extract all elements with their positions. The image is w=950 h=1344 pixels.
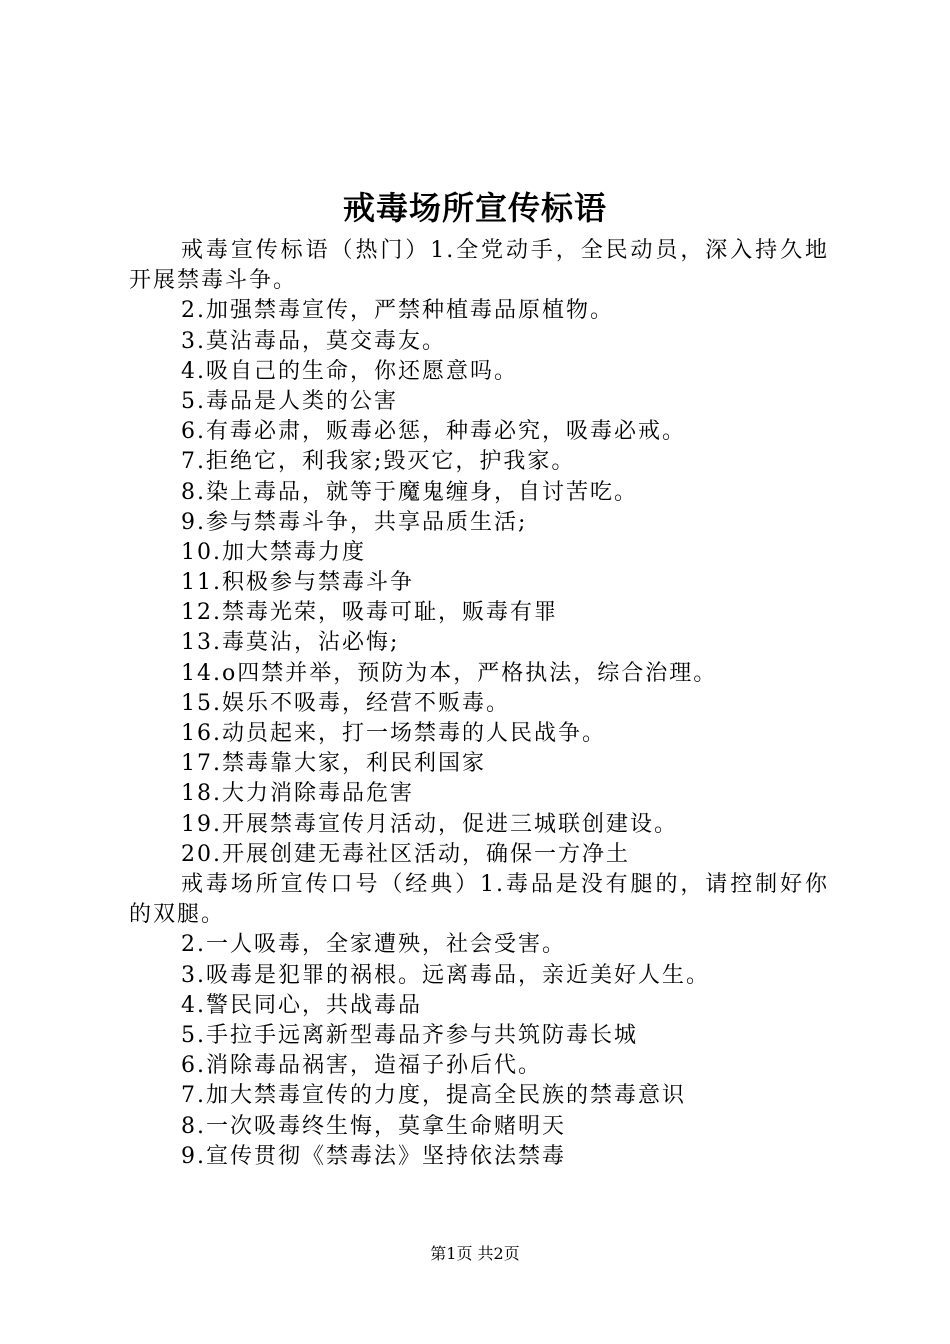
page-title: 戒毒场所宣传标语 bbox=[342, 189, 607, 227]
slogan-item: 2.一人吸毒，全家遭殃，社会受害。 bbox=[181, 932, 566, 958]
section-intro-paragraph: 戒毒宣传标语（热门）1.全党动手，全民动员，深入持久地开展禁毒斗争。 bbox=[129, 238, 829, 294]
slogan-item: 8.染上毒品，就等于魔鬼缠身，自讨苦吃。 bbox=[181, 479, 638, 505]
section-intro-paragraph: 戒毒场所宣传口号（经典）1.毒品是没有腿的，请控制好你的双腿。 bbox=[129, 871, 829, 928]
slogan-item: 5.手拉手远离新型毒品齐参与共筑防毒长城 bbox=[181, 1022, 638, 1048]
slogan-item: 9.参与禁毒斗争，共享品质生活; bbox=[181, 509, 528, 535]
slogan-item: 6.消除毒品祸害，造福子孙后代。 bbox=[181, 1053, 542, 1079]
slogan-item: 9.宣传贯彻《禁毒法》坚持依法禁毒 bbox=[181, 1143, 566, 1169]
slogan-item: 3.莫沾毒品，莫交毒友。 bbox=[181, 328, 446, 354]
slogan-item: 7.拒绝它，利我家;毁灭它，护我家。 bbox=[181, 449, 576, 475]
page-footer: 第1页 共2页 bbox=[430, 1244, 520, 1263]
slogan-sections bbox=[129, 236, 829, 1172]
slogan-item: 14.o四禁并举，预防为本，严格执法，综合治理。 bbox=[181, 660, 718, 686]
slogan-item: 16.动员起来，打一场禁毒的人民战争。 bbox=[181, 721, 606, 747]
slogan-item: 6.有毒必肃，贩毒必惩，种毒必究，吸毒必戒。 bbox=[181, 419, 686, 445]
slogan-item: 11.积极参与禁毒斗争 bbox=[181, 570, 414, 596]
slogan-item: 13.毒莫沾，沾必悔; bbox=[181, 630, 400, 656]
slogan-item: 10.加大禁毒力度 bbox=[181, 539, 366, 565]
slogan-item: 3.吸毒是犯罪的祸根。远离毒品，亲近美好人生。 bbox=[181, 962, 710, 988]
slogan-item: 5.毒品是人类的公害 bbox=[181, 388, 398, 414]
slogan-item: 4.吸自己的生命，你还愿意吗。 bbox=[181, 358, 518, 384]
slogan-item: 15.娱乐不吸毒，经营不贩毒。 bbox=[181, 690, 510, 716]
slogan-item: 17.禁毒靠大家，利民利国家 bbox=[181, 751, 486, 777]
slogan-item: 8.一次吸毒终生悔，莫拿生命赌明天 bbox=[181, 1113, 566, 1139]
slogan-item: 2.加强禁毒宣传，严禁种植毒品原植物。 bbox=[181, 298, 614, 324]
slogan-item: 18.大力消除毒品危害 bbox=[181, 781, 414, 807]
slogan-item: 20.开展创建无毒社区活动，确保一方净土 bbox=[181, 841, 630, 867]
document-body bbox=[129, 236, 829, 1172]
slogan-item: 19.开展禁毒宣传月活动，促进三城联创建设。 bbox=[181, 811, 678, 837]
slogan-item: 7.加大禁毒宣传的力度，提高全民族的禁毒意识 bbox=[181, 1083, 686, 1109]
slogan-item: 4.警民同心，共战毒品 bbox=[181, 992, 422, 1018]
slogan-item: 12.禁毒光荣，吸毒可耻，贩毒有罪 bbox=[181, 600, 558, 626]
